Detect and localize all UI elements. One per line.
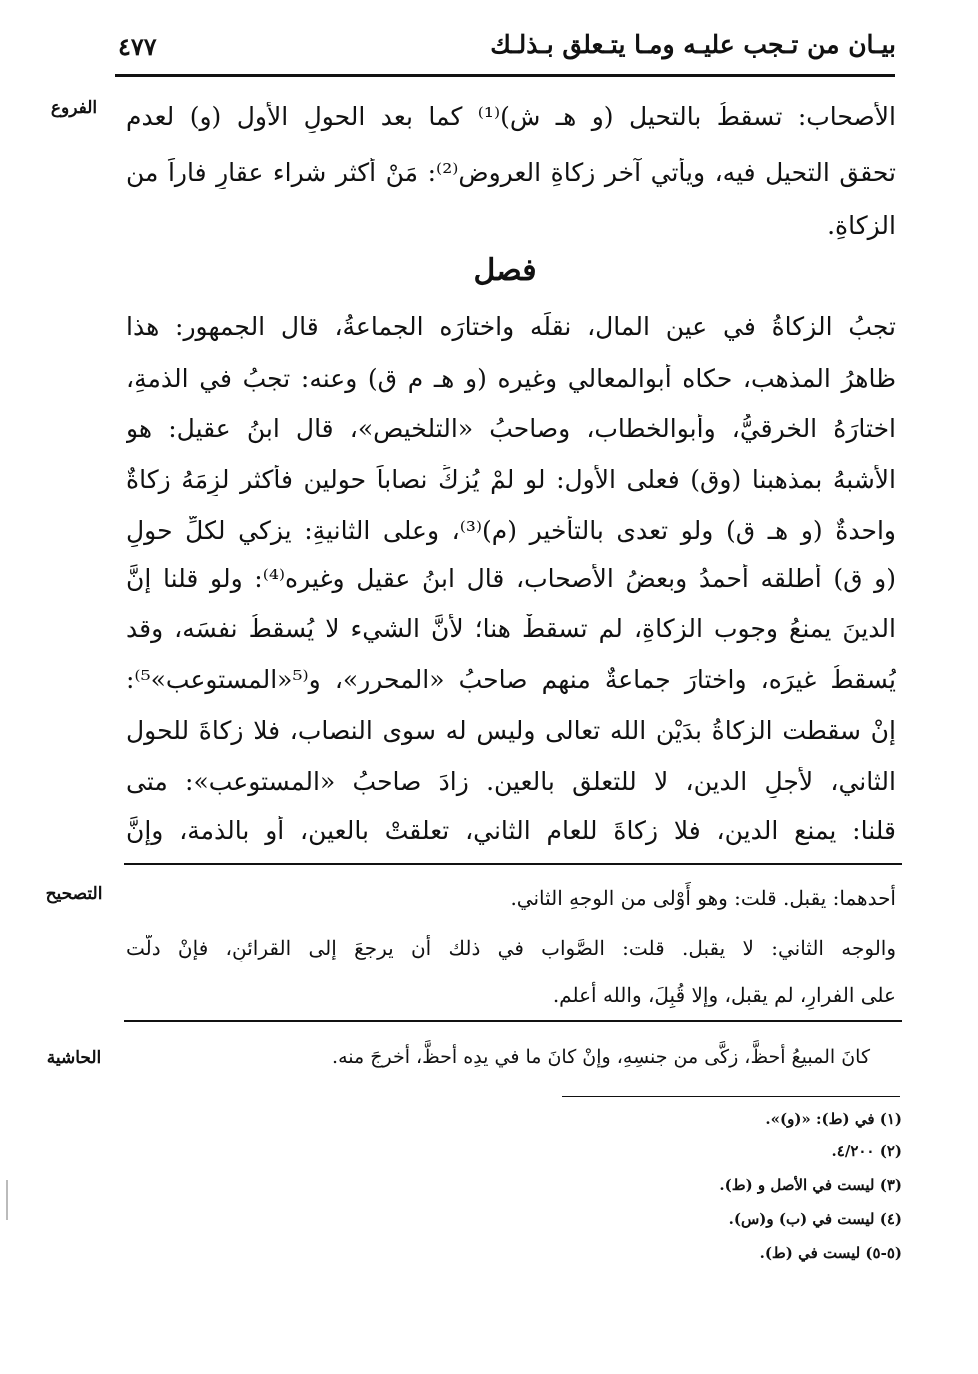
main-text-line: تحققِ التحيل فيه، ويأتي آخر زكاةِ العروض⁽²⁾: مَنْ أكثر شراء عقارٍ فاراً من xyxy=(126,158,896,187)
margin-label-furu: الفروع xyxy=(50,98,98,118)
footnote: (١) في (ط): «(و)». xyxy=(765,1110,902,1128)
main-text-line: ظاهرُ المذهب، حكاه أبوالمعالي وغيره (و هـ م ق) وعنه: تجبُ في الذمةِ، xyxy=(126,364,896,393)
running-header-title: بيـان من تـجب عليـه ومـا يتـعلق بـذلـك xyxy=(490,30,896,59)
margin-label-tashih: التصحيح xyxy=(45,884,103,904)
scan-margin-mark xyxy=(6,1180,8,1220)
main-text-line: اختارَهُ الخرقيُّ، وأبوالخطاب، وصاحبُ «التلخيص»، قال ابنُ عقيل: هو xyxy=(126,414,896,443)
tashih-line: على الفرارِ، لم يقبل، وإلا قُبِلَ، والله أعلم. xyxy=(552,983,896,1007)
main-text-line: (و ق) أطلقه أحمدُ وبعضُ الأصحاب، قال ابنُ عقيل وغيره⁽⁴⁾: ولو قلنا إنَّ xyxy=(126,564,896,593)
footnote: (٤) ليست في (ب) و(س). xyxy=(728,1210,902,1228)
footnote-rule xyxy=(562,1096,900,1097)
main-text-line: الدينَ يمنعُ وجوب الزكاةِ، لم تسقطْ هنا؛ لأنَّ الشيء لا يُسقطُ نفسَه، وقد xyxy=(126,614,896,643)
main-text-line: الثاني، لأجلِ الدين، لا للتعلقِ بالعين. زادَ صاحبُ «المستوعب»: متى xyxy=(126,767,896,796)
main-text-line: واحدةٌ (و هـ ق) ولو تعدى بالتأخير (م)⁽³⁾، وعلى الثانيةِ: يزكي لكلِّ حولٍ xyxy=(126,516,896,545)
margin-label-hashiya: الحاشية xyxy=(46,1048,102,1068)
footnote: (٣) ليست في الأصل و (ط). xyxy=(719,1176,902,1194)
tashih-line: والوجه الثاني: لا يقبل. قلت: الصَّواب في ذلك أن يرجعَ إلى القرائنِ، فإنْ دلَّت xyxy=(126,936,896,960)
section-heading: فصل xyxy=(473,253,537,288)
main-text-line: الأشبهُ بمذهبنا (وق) فعلى الأول: لو لمْ يُزكِّ نصاباً حولين فأكثر لزِمَهُ زكاةٌ xyxy=(126,465,896,494)
footnote: (٥-٥) ليست في (ط). xyxy=(759,1244,902,1262)
main-text-line: تجبُ الزكاةُ في عينِ المال، نقلَه واختارَه الجماعةُ، قال الجمهور: هذا xyxy=(126,312,896,341)
tashih-line: أحدهما: يقبل. قلت: وهو أَوْلى من الوجهِ الثاني. xyxy=(510,886,896,910)
section-divider xyxy=(124,863,902,865)
main-text-line: الزكاةِ. xyxy=(827,211,896,240)
hashiya-text: كانَ المبيعُ أحظَّ، زكَّى من جنسِهِ، وإنْ كانَ ما في يدِه أحظَّ، أخرجَ منه. xyxy=(332,1046,870,1068)
main-text-line: يُسقطُ غيرَه، واختارَ جماعةٌ منهم صاحبُ «المحرر»، و⁽⁵«المستوعب»⁵⁾: xyxy=(126,665,896,694)
main-text-line: قلنا: يمنع الدين، فلا زكاةَ للعام الثاني، تعلقتْ بالعينِ، أو بالذمة، وإنَّ xyxy=(126,816,896,845)
main-text-line: الأصحاب: تسقطُ بالتحيل (و هـ ش)⁽¹⁾ كما بعد الحولِ الأول (و) لعدمِ xyxy=(126,102,896,131)
main-text-line: إنْ سقطت الزكاةُ بدَيْن الله تعالى وليس له سوى النصاب، فلا زكاةَ للحول xyxy=(126,716,896,745)
page-number: ٤٧٧ xyxy=(118,32,157,61)
footnote: (٢) ٤/٢٠٠. xyxy=(831,1142,902,1160)
section-divider xyxy=(124,1020,902,1022)
header-rule xyxy=(115,74,895,77)
